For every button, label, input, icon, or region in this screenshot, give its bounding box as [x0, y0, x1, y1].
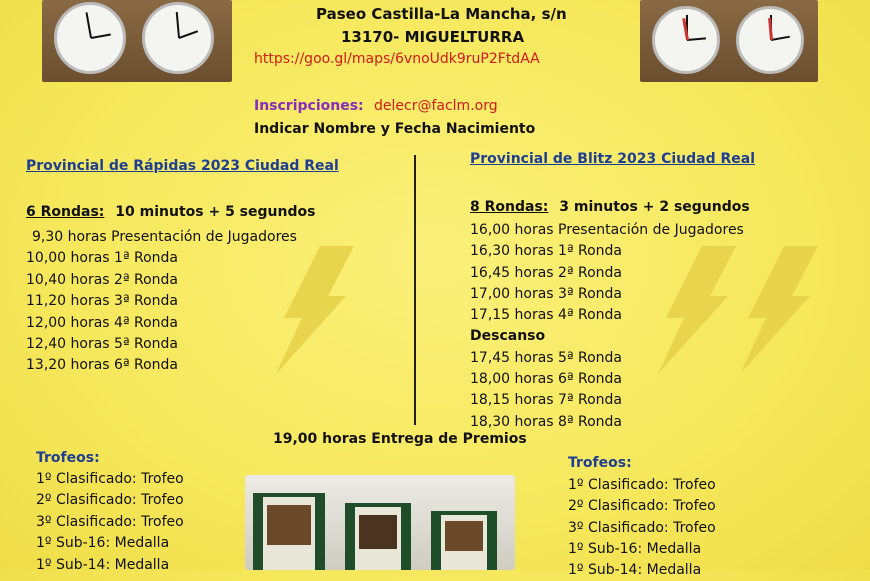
inscripciones-label: Inscripciones: [254, 98, 364, 114]
trofeo-line: 1º Sub-14: Medalla [36, 556, 170, 573]
chess-clock-icon [42, 0, 232, 82]
chess-clock-icon [640, 0, 818, 82]
trofeo-line: 1º Sub-16: Medalla [568, 540, 702, 557]
trofeo-line: 2º Clasificado: Trofeo [36, 492, 184, 509]
blitz-trofeos-list [568, 475, 716, 581]
rapidas-title: Provincial de Rápidas 2023 Ciudad Real [26, 158, 339, 174]
rapidas-rondas [26, 204, 315, 220]
round-line: 12,00 horas 4ª Ronda [26, 314, 179, 331]
presentation-line: 9,30 horas Presentación de Jugadores [32, 229, 297, 245]
rapidas-trofeos-title: Trofeos: [36, 450, 100, 466]
round-line: 17,00 horas 3ª Ronda [470, 285, 623, 302]
blitz-rondas [470, 199, 750, 215]
column-divider [414, 155, 416, 425]
presentation-line: 16,00 horas Presentación de Jugadores [470, 222, 744, 238]
rapidas-trofeos-list [36, 469, 184, 576]
round-line: 18,00 horas 6ª Ronda [470, 371, 623, 388]
rapidas-schedule [26, 227, 297, 377]
round-line: 13,20 horas 6ª Ronda [26, 357, 179, 374]
round-line: 17,45 horas 5ª Ronda [470, 349, 623, 366]
maps-link[interactable]: https://goo.gl/maps/6vnoUdk9ruP2FtdAA [254, 51, 540, 67]
premios-text: 19,00 horas Entrega de Premios [273, 431, 527, 447]
trophy-icon [245, 475, 515, 570]
blitz-trofeos-title: Trofeos: [568, 455, 632, 471]
round-line: 16,45 horas 2ª Ronda [470, 264, 623, 281]
descanso-label: Descanso [470, 328, 546, 345]
email-link[interactable]: delecr@faclm.org [374, 98, 498, 114]
trofeo-line: 3º Clasificado: Trofeo [568, 519, 716, 536]
trofeo-line: 1º Sub-14: Medalla [568, 562, 702, 579]
blitz-rondas-label: 8 Rondas: [470, 199, 549, 215]
city-line: 13170- MIGUELTURRA [341, 28, 525, 46]
round-line: 11,20 horas 3ª Ronda [26, 293, 179, 310]
blitz-title: Provincial de Blitz 2023 Ciudad Real [470, 151, 756, 167]
address-line: Paseo Castilla-La Mancha, s/n [316, 5, 567, 23]
rapidas-rondas-label: 6 Rondas: [26, 204, 105, 220]
round-line: 12,40 horas 5ª Ronda [26, 335, 179, 352]
round-line: 18,30 horas 8ª Ronda [470, 413, 623, 430]
round-line: 17,15 horas 4ª Ronda [470, 307, 623, 324]
indicar-text: Indicar Nombre y Fecha Nacimiento [254, 121, 536, 137]
trofeo-line: 2º Clasificado: Trofeo [568, 498, 716, 515]
round-line: 16,30 horas 1ª Ronda [470, 243, 623, 260]
lightning-icon [258, 244, 358, 376]
blitz-time-control: 3 minutos + 2 segundos [559, 199, 750, 215]
lightning-icon [722, 244, 822, 376]
round-line: 18,15 horas 7ª Ronda [470, 392, 623, 409]
round-line: 10,00 horas 1ª Ronda [26, 250, 179, 267]
trofeo-line: 1º Clasificado: Trofeo [568, 477, 716, 493]
rapidas-time-control: 10 minutos + 5 segundos [115, 204, 316, 220]
trofeo-line: 3º Clasificado: Trofeo [36, 513, 184, 530]
trofeo-line: 1º Clasificado: Trofeo [36, 471, 184, 487]
round-line: 10,40 horas 2ª Ronda [26, 271, 179, 288]
trofeo-line: 1º Sub-16: Medalla [36, 535, 170, 552]
